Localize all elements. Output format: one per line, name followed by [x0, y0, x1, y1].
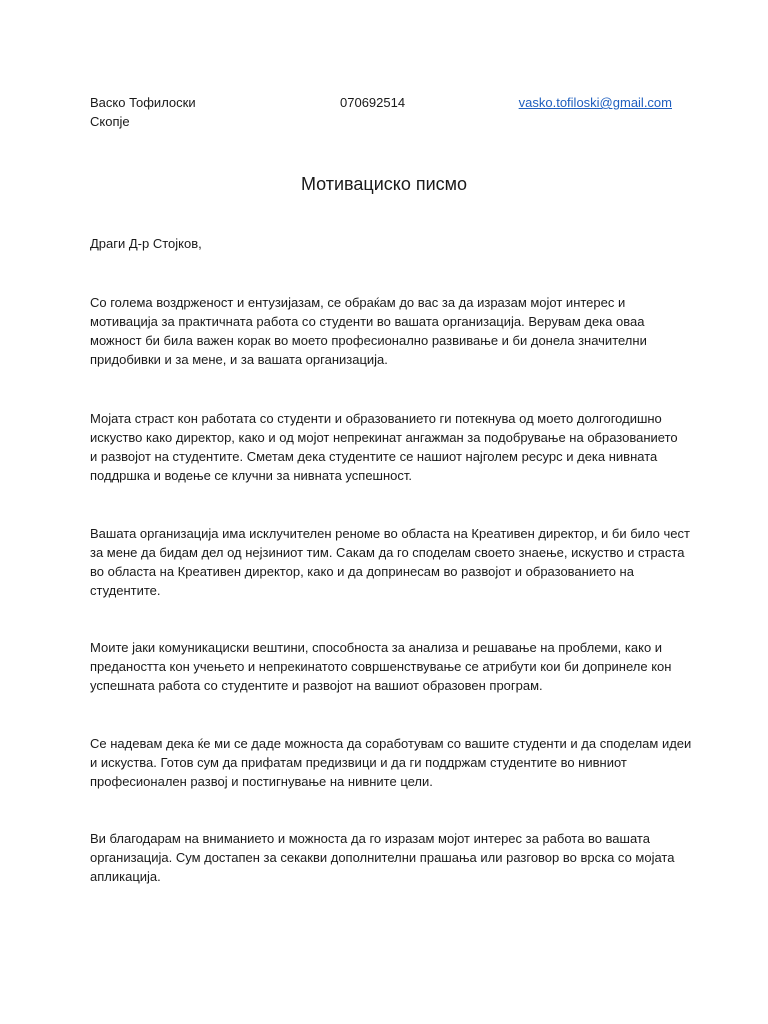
paragraph-line: организација. Сум достапен за секакви дополнителни прашања или разговор во врска со мојата: [90, 850, 675, 865]
paragraph-line: Со голема воздрженост и ентузијазам, се обраќам до вас за да изразам мојот интерес и: [90, 295, 626, 310]
paragraph-line: успешната работа со студентите и развојот на вашиот образовен програм.: [90, 678, 543, 693]
paragraph-line: предаността кон учењето и непрекинатото совршенствување се атрибути кои би допринеле кон: [90, 659, 672, 674]
paragraph-4: [90, 638, 706, 695]
letter-header: [90, 93, 680, 131]
paragraph-line: студентите.: [90, 583, 161, 598]
paragraph-line: и развојот на студентите. Сметам дека студентите се нашиот најголем ресурс и дека нивната: [90, 449, 658, 464]
paragraph-line: поддршка и водење се клучни за нивната успешност.: [90, 468, 413, 483]
paragraph-6: [90, 829, 706, 886]
paragraph-line: професионален развој и постигнување на нивните цели.: [90, 774, 433, 789]
paragraph-5: [90, 734, 706, 791]
header-row-contact: [90, 93, 680, 112]
paragraph-line: искуство како директор, како и од мојот непрекинат ангажман за подобрување на образованието: [90, 430, 678, 445]
paragraph-line: Вашата организација има исклучителен реноме во областа на Креативен директор, и би било чест: [90, 526, 690, 541]
paragraph-3: [90, 524, 706, 600]
paragraph-line: можност би била важен корак во моето професионално развивање и би донела значителни: [90, 333, 647, 348]
paragraph-line: придобивки и за мене, и за вашата организација.: [90, 352, 388, 367]
sender-city: Скопје: [90, 114, 130, 129]
sender-email-link[interactable]: vasko.tofiloski@gmail.com: [518, 95, 672, 110]
sender-name: Васко Тофилоски: [90, 95, 196, 110]
salutation: Драги Д-р Стојков,: [90, 236, 202, 251]
paragraph-line: за мене да бидам дел од нејзиниот тим. Сакам да го споделам своето знаење, искуство и страста: [90, 545, 685, 560]
paragraph-line: во областа на Креативен директор, како и да допринесам во развојот и образованието на: [90, 564, 634, 579]
paragraph-line: мотивација за практичната работа со студенти во вашата организација. Верувам дека оваа: [90, 314, 645, 329]
paragraph-line: и искуства. Готов сум да прифатам предизвици и да ги поддржам студентите во нивниот: [90, 755, 627, 770]
paragraph-line: апликација.: [90, 869, 161, 884]
paragraph-line: Моите јаки комуникациски вештини, способноста за анализа и решавање на проблеми, како и: [90, 640, 663, 655]
paragraph-line: Мојата страст кон работата со студенти и образованието ги потекнува од моето долгогодишно: [90, 411, 662, 426]
paragraph-2: [90, 409, 706, 485]
header-row-city: [90, 112, 680, 131]
paragraph-line: Се надевам дека ќе ми се даде можноста да соработувам со вашите студенти и да споделам идеи: [90, 736, 692, 751]
letter-title: Мотивациско писмо: [300, 174, 468, 194]
sender-phone: 070692514: [340, 95, 406, 110]
paragraph-1: [90, 293, 706, 369]
paragraph-line: Ви благодарам на вниманието и можноста да го изразам мојот интерес за работа во вашата: [90, 831, 650, 846]
